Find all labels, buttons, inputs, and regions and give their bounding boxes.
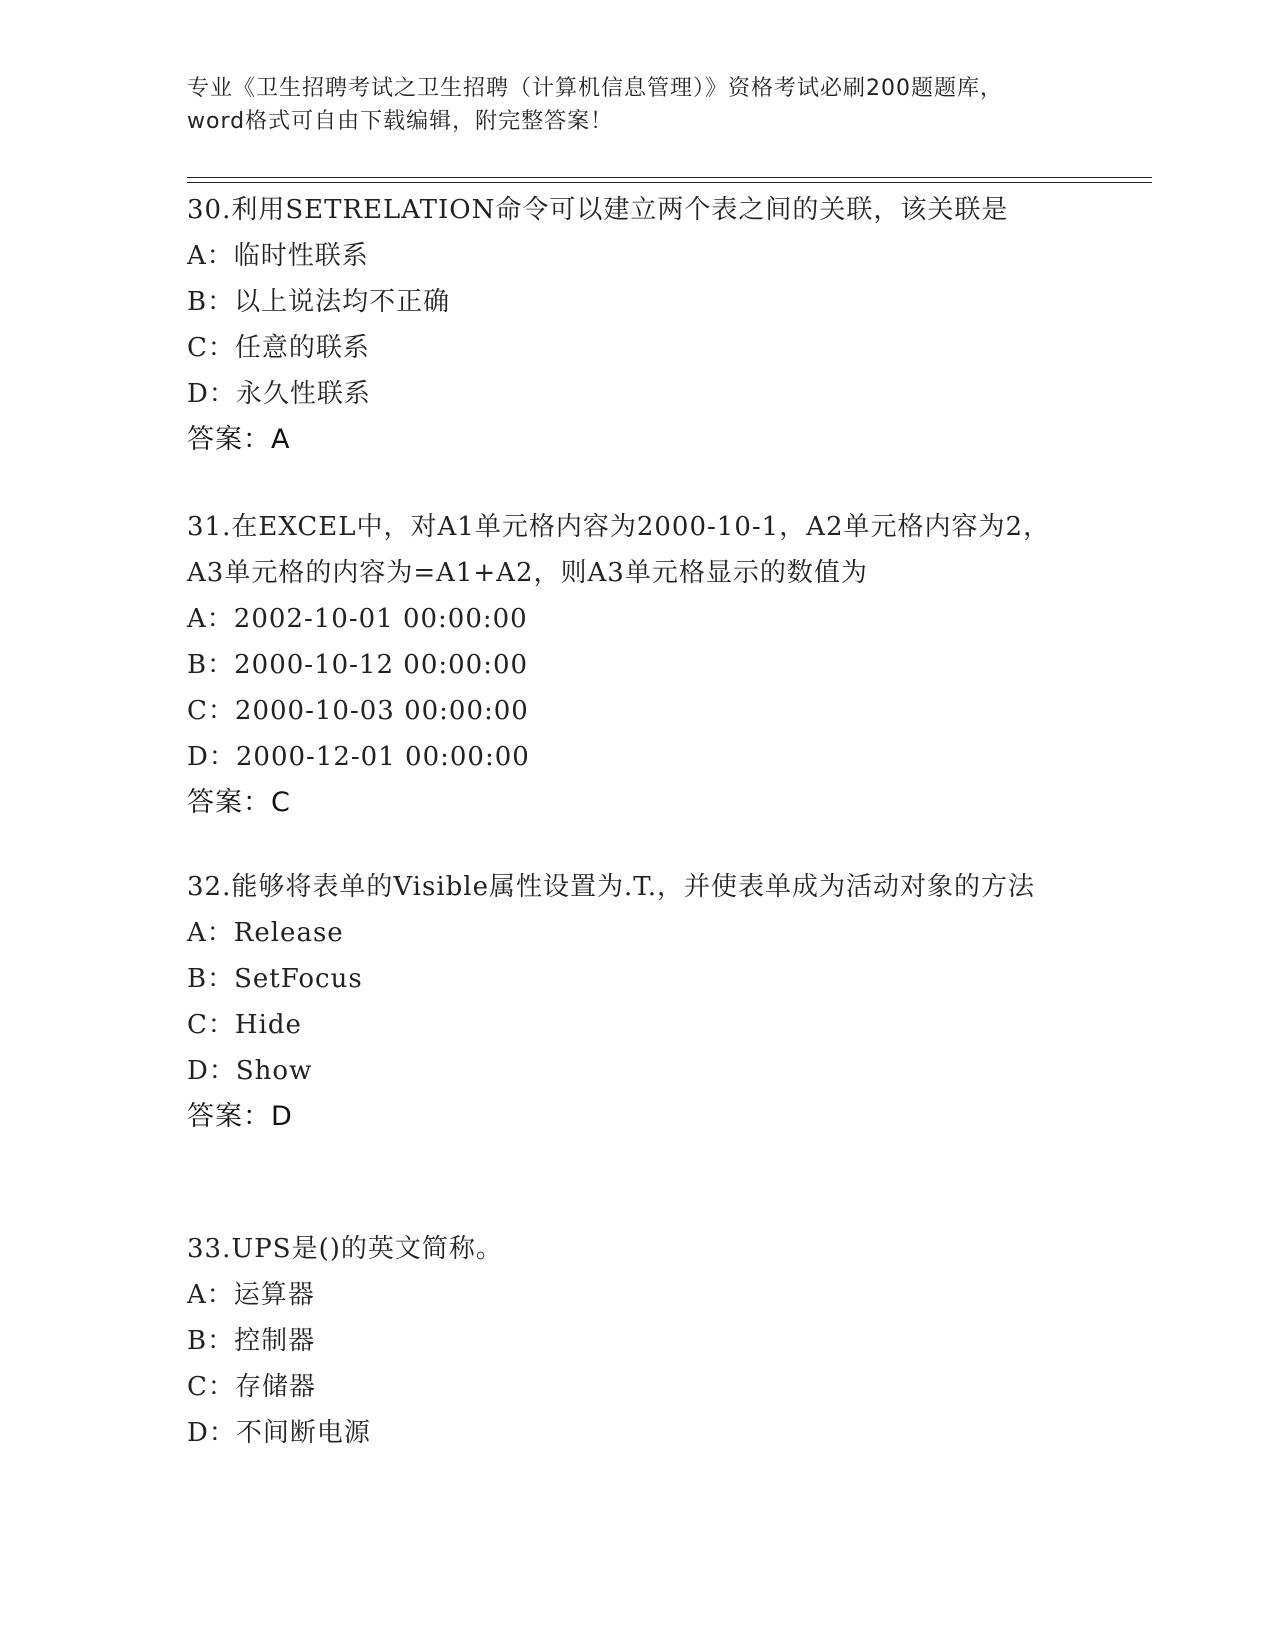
option-text: 2002-10-01 00:00:00 [233,604,528,634]
option-a [187,233,1087,279]
option-letter: C： [187,1372,235,1402]
option-text: 2000-10-12 00:00:00 [234,650,529,680]
document-header [187,72,1087,138]
option-text: 2000-12-01 00:00:00 [235,742,530,772]
option-letter: B： [187,287,235,317]
answer: 答案：D [187,1101,293,1132]
option-text: 临时性联系 [233,241,369,271]
option-text: Hide [234,1010,302,1040]
option-b [187,642,1087,688]
option-c [187,1002,1087,1048]
option-d [187,734,1087,780]
question-stem: 33.UPS是()的英文简称。 [187,1234,503,1264]
option-a [187,596,1087,642]
option-d [187,371,1087,417]
header-line-1: 专业《卫生招聘考试之卫生招聘（计算机信息管理）》资格考试必刷200题题库， [187,76,1003,101]
option-letter: A： [187,1280,234,1310]
option-text: 任意的联系 [234,333,370,363]
option-text: 存储器 [234,1372,316,1402]
option-letter: C： [187,1010,235,1040]
option-text: 以上说法均不正确 [234,287,451,317]
option-letter: A： [187,241,234,271]
option-c [187,1364,1087,1410]
header-line-2: word格式可自由下载编辑，附完整答案！ [187,109,614,134]
option-letter: C： [187,696,235,726]
option-text: 2000-10-03 00:00:00 [234,696,529,726]
answer: 答案：A [187,424,291,455]
option-a [187,1272,1087,1318]
option-d [187,1048,1087,1094]
question-30 [187,187,1087,463]
question-stem: 30.利用SETRELATION命令可以建立两个表之间的关联，该关联是 [187,195,1009,225]
option-text: 控制器 [234,1326,316,1356]
option-text: SetFocus [234,964,363,994]
option-text: 运算器 [233,1280,315,1310]
option-b [187,1318,1087,1364]
option-b [187,279,1087,325]
option-text: Release [233,918,344,948]
option-letter: D： [187,742,236,772]
option-text: 不间断电源 [235,1418,371,1448]
option-letter: D： [187,379,236,409]
question-stem: 32.能够将表单的Visible属性设置为.T.，并使表单成为活动对象的方法 [187,872,1036,902]
header-divider-top [187,177,1152,178]
option-letter: B： [187,964,235,994]
option-text: Show [235,1056,313,1086]
header-divider-bottom [187,182,1152,183]
option-letter: B： [187,650,235,680]
option-letter: D： [187,1418,236,1448]
option-c [187,325,1087,371]
option-a [187,910,1087,956]
answer: 答案：C [187,787,291,818]
question-31 [187,504,1087,826]
option-letter: B： [187,1326,235,1356]
question-32 [187,864,1087,1140]
question-stem: 31.在EXCEL中，对A1单元格内容为2000-10-1，A2单元格内容为2，A3单元格的内容为=A1+A2，则A3单元格显示的数值为 [187,512,1051,588]
option-letter: C： [187,333,235,363]
option-d [187,1410,1087,1456]
option-letter: A： [187,604,234,634]
option-b [187,956,1087,1002]
option-c [187,688,1087,734]
question-33 [187,1226,1087,1456]
option-letter: A： [187,918,234,948]
option-text: 永久性联系 [235,379,371,409]
option-letter: D： [187,1056,236,1086]
